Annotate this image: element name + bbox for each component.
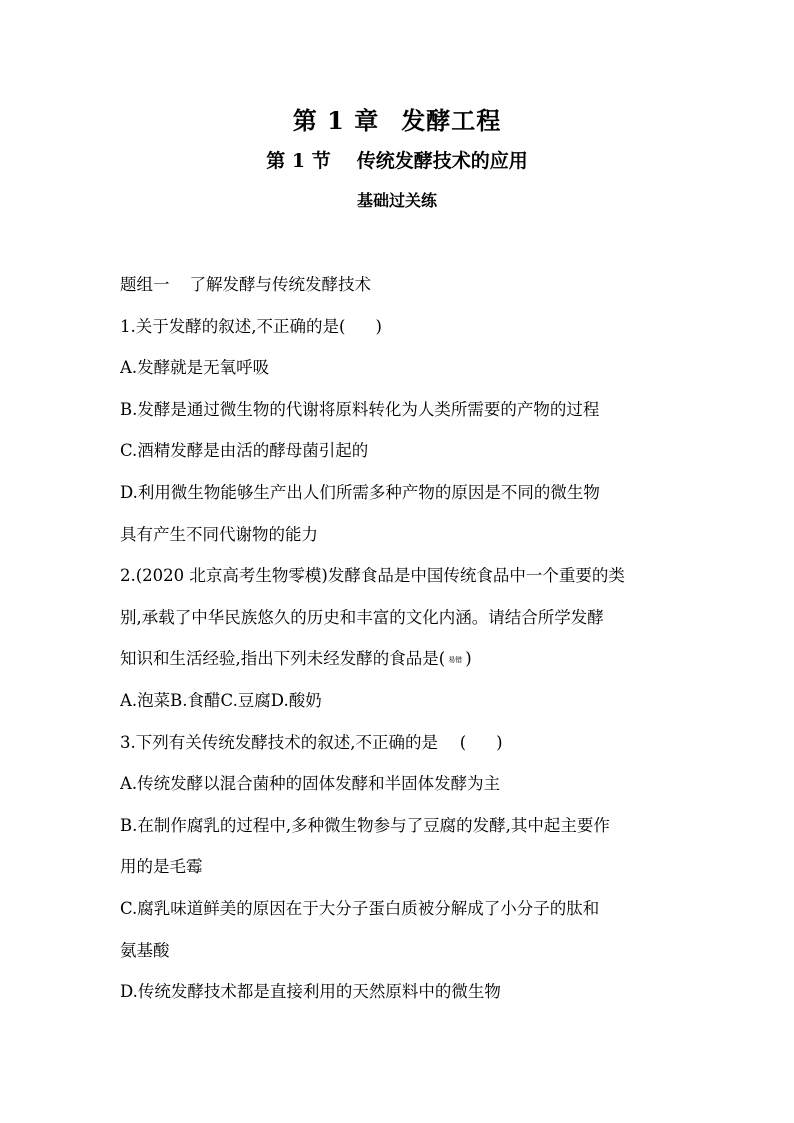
q3-option-d: D.传统发酵技术都是直接利用的天然原料中的微生物 (120, 982, 501, 1002)
q2-options: A.泡菜B.食醋C.豆腐D.酸奶 (120, 690, 322, 710)
section-number: 第 1 节 (266, 150, 331, 172)
q2-stem-line-2: 别,承载了中华民族悠久的历史和丰富的文化内涵。请结合所学发酵 (120, 607, 604, 627)
chapter-name: 发酵工程 (401, 106, 502, 135)
section-title (0, 146, 794, 173)
q2-stem-text: 知识和生活经验,指出下列未经发酵的食品是( (120, 649, 446, 669)
chapter-title (0, 101, 794, 136)
q2-stem-end: ) (465, 649, 472, 669)
q1-option-d: D.利用微生物能够生产出人们所需多种产物的原因是不同的微生物 (120, 482, 600, 502)
q1-option-b: B.发酵是通过微生物的代谢将原料转化为人类所需要的产物的过程 (120, 399, 600, 419)
section-name: 传统发酵技术的应用 (356, 150, 528, 172)
q3-stem-end: ) (496, 732, 503, 752)
q3-option-c: C.腐乳味道鲜美的原因在于大分子蛋白质被分解成了小分子的肽和 (120, 898, 600, 918)
q3-option-c-cont: 氨基酸 (120, 940, 170, 960)
q1-stem-end: ) (375, 316, 382, 336)
group-label: 题组一 (120, 275, 170, 294)
q2-stem-line-1: 2.(2020 北京高考生物零模)发酵食品是中国传统食品中一个重要的类 (120, 566, 625, 586)
q3-stem-text: 3.下列有关传统发酵技术的叙述,不正确的是 ( (120, 732, 467, 752)
question-body (120, 264, 680, 1013)
chapter-number: 第 1 章 (292, 106, 380, 135)
group-title: 了解发酵与传统发酵技术 (189, 275, 371, 294)
q1-option-c: C.酒精发酵是由活的酵母菌引起的 (120, 441, 369, 461)
q1-option-d-cont: 具有产生不同代谢物的能力 (120, 524, 318, 544)
q1-option-a: A.发酵就是无氧呼吸 (120, 358, 270, 378)
q1-stem-text: 1.关于发酵的叙述,不正确的是( (120, 316, 346, 336)
q3-stem (120, 722, 680, 764)
q3-option-b: B.在制作腐乳的过程中,多种微生物参与了豆腐的发酵,其中起主要作 (120, 815, 610, 835)
q3-option-a: A.传统发酵以混合菌种的固体发酵和半固体发酵为主 (120, 774, 501, 794)
practice-label: 基础过关练 (356, 191, 437, 210)
group-heading (120, 264, 680, 306)
difficulty-mark: 易错 (448, 655, 463, 664)
q1-stem (120, 306, 680, 348)
q3-option-b-cont: 用的是毛霉 (120, 857, 203, 877)
q2-stem-line-3 (120, 638, 680, 680)
